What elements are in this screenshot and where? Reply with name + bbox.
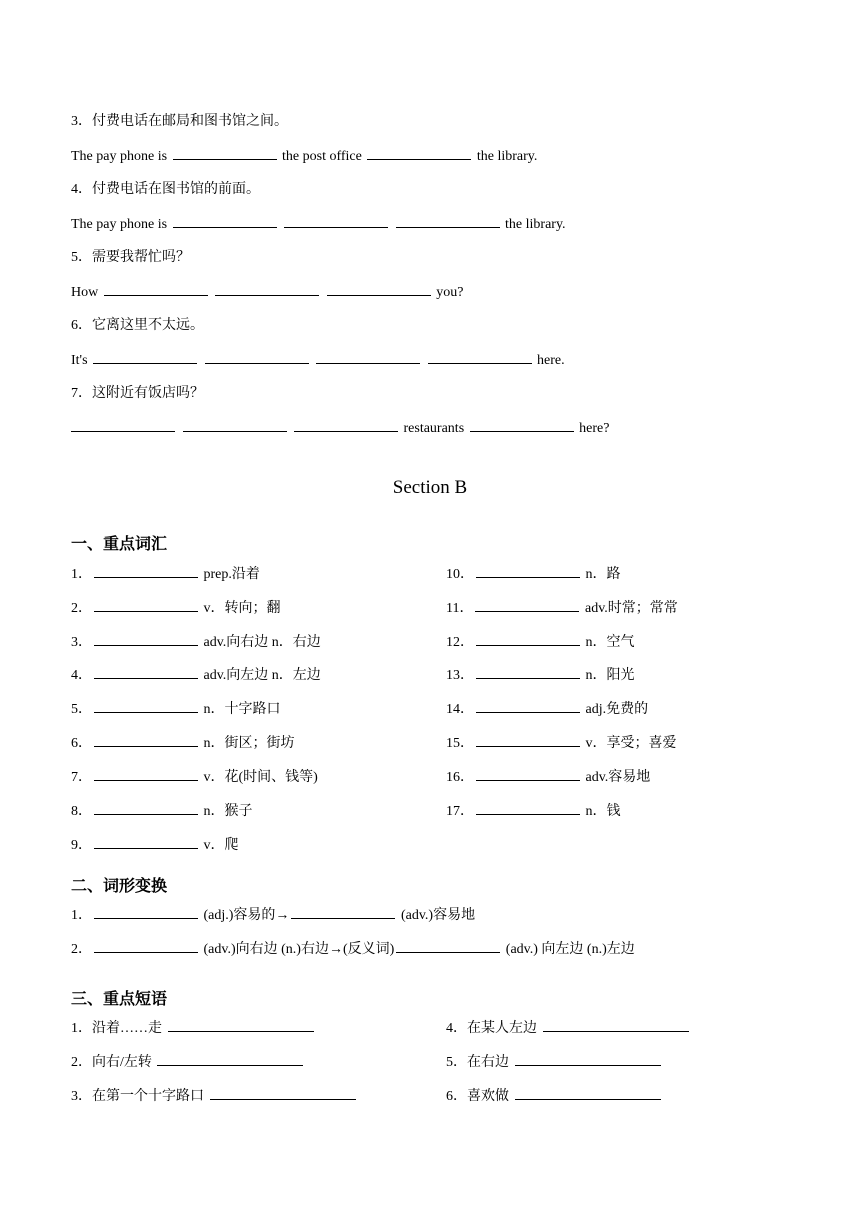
question-3-en: The pay phone is the post office the library.	[71, 149, 538, 164]
section-title: Section B	[392, 477, 468, 498]
answer-blank[interactable]	[476, 633, 580, 646]
answer-blank[interactable]	[515, 1053, 661, 1066]
vocab-item: 2． v．转向；翻	[71, 601, 281, 616]
answer-blank[interactable]	[470, 419, 574, 432]
vocab-item: 13． n．阳光	[446, 668, 635, 683]
answer-blank[interactable]	[284, 215, 388, 228]
vocab-item: 1． prep.沿着	[71, 567, 260, 582]
vocab-item: 4． adv.向左边 n．左边	[71, 668, 321, 683]
vocab-item: 10． n．路	[446, 567, 621, 582]
answer-blank[interactable]	[294, 419, 398, 432]
phrase-item: 1．沿着……走	[71, 1019, 316, 1038]
answer-blank[interactable]	[476, 768, 580, 781]
vocab-item: 16． adv.容易地	[446, 770, 651, 785]
answer-blank[interactable]	[396, 940, 500, 953]
question-7-cn: 7．这附近有饭店吗？	[71, 386, 204, 401]
phrase-item: 6．喜欢做	[446, 1087, 663, 1106]
answer-blank[interactable]	[94, 599, 198, 612]
answer-blank[interactable]	[476, 565, 580, 578]
answer-blank[interactable]	[94, 565, 198, 578]
answer-blank[interactable]	[367, 147, 471, 160]
answer-blank[interactable]	[93, 351, 197, 364]
vocab-heading: 一、重点词汇	[71, 536, 168, 553]
vocab-item: 14． adj.免费的	[446, 702, 649, 717]
phrase-item: 4．在某人左边	[446, 1019, 691, 1038]
phrase-item: 2．向右/左转	[71, 1053, 305, 1072]
question-6-en: It's here.	[71, 353, 565, 368]
answer-blank[interactable]	[94, 700, 198, 713]
answer-blank[interactable]	[428, 351, 532, 364]
answer-blank[interactable]	[94, 734, 198, 747]
answer-blank[interactable]	[94, 768, 198, 781]
question-5-en: How you?	[71, 285, 464, 300]
answer-blank[interactable]	[168, 1019, 314, 1032]
question-4-en: The pay phone is the library.	[71, 217, 566, 232]
answer-blank[interactable]	[173, 215, 277, 228]
question-6-cn: 6．它离这里不太远。	[71, 318, 204, 333]
answer-blank[interactable]	[94, 666, 198, 679]
vocab-item: 3． adv.向右边 n．右边	[71, 635, 321, 650]
answer-blank[interactable]	[396, 215, 500, 228]
vocab-item: 6． n．街区；街坊	[71, 736, 295, 751]
answer-blank[interactable]	[215, 283, 319, 296]
answer-blank[interactable]	[183, 419, 287, 432]
answer-blank[interactable]	[94, 802, 198, 815]
phrase-item: 5．在右边	[446, 1053, 663, 1072]
answer-blank[interactable]	[94, 836, 198, 849]
answer-blank[interactable]	[476, 700, 580, 713]
wordform-line-1: 1． (adj.)容易的→ (adv.)容易地	[71, 908, 476, 923]
answer-blank[interactable]	[515, 1087, 661, 1100]
answer-blank[interactable]	[327, 283, 431, 296]
answer-blank[interactable]	[173, 147, 277, 160]
vocab-item: 5． n．十字路口	[71, 702, 281, 717]
vocab-item: 8． n．猴子	[71, 804, 253, 819]
vocab-item: 12． n．空气	[446, 635, 635, 650]
question-7-en: restaurants here?	[71, 419, 609, 438]
answer-blank[interactable]	[476, 666, 580, 679]
question-4-cn: 4．付费电话在图书馆的前面。	[71, 182, 260, 197]
answer-blank[interactable]	[94, 633, 198, 646]
question-5-cn: 5．需要我帮忙吗？	[71, 250, 190, 265]
vocab-item: 9． v．爬	[71, 838, 239, 853]
answer-blank[interactable]	[475, 599, 579, 612]
vocab-item: 11． adv.时常；常常	[446, 601, 678, 616]
answer-blank[interactable]	[476, 802, 580, 815]
phrases-heading: 三、重点短语	[71, 991, 168, 1008]
answer-blank[interactable]	[157, 1053, 303, 1066]
answer-blank[interactable]	[291, 906, 395, 919]
answer-blank[interactable]	[71, 419, 175, 432]
wordform-line-2: 2． (adv.)向右边 (n.)右边→(反义词) (adv.) 向左边 (n.)左边	[71, 942, 635, 957]
vocab-item: 17． n．钱	[446, 804, 621, 819]
answer-blank[interactable]	[205, 351, 309, 364]
vocab-item: 15． v．享受；喜爱	[446, 736, 677, 751]
answer-blank[interactable]	[104, 283, 208, 296]
answer-blank[interactable]	[543, 1019, 689, 1032]
answer-blank[interactable]	[94, 906, 198, 919]
answer-blank[interactable]	[94, 940, 198, 953]
answer-blank[interactable]	[316, 351, 420, 364]
phrase-item: 3．在第一个十字路口	[71, 1087, 358, 1106]
vocab-item: 7． v．花(时间、钱等)	[71, 770, 318, 785]
answer-blank[interactable]	[210, 1087, 356, 1100]
answer-blank[interactable]	[476, 734, 580, 747]
question-3-cn: 3．付费电话在邮局和图书馆之间。	[71, 114, 288, 129]
wordform-heading: 二、词形变换	[71, 878, 168, 895]
